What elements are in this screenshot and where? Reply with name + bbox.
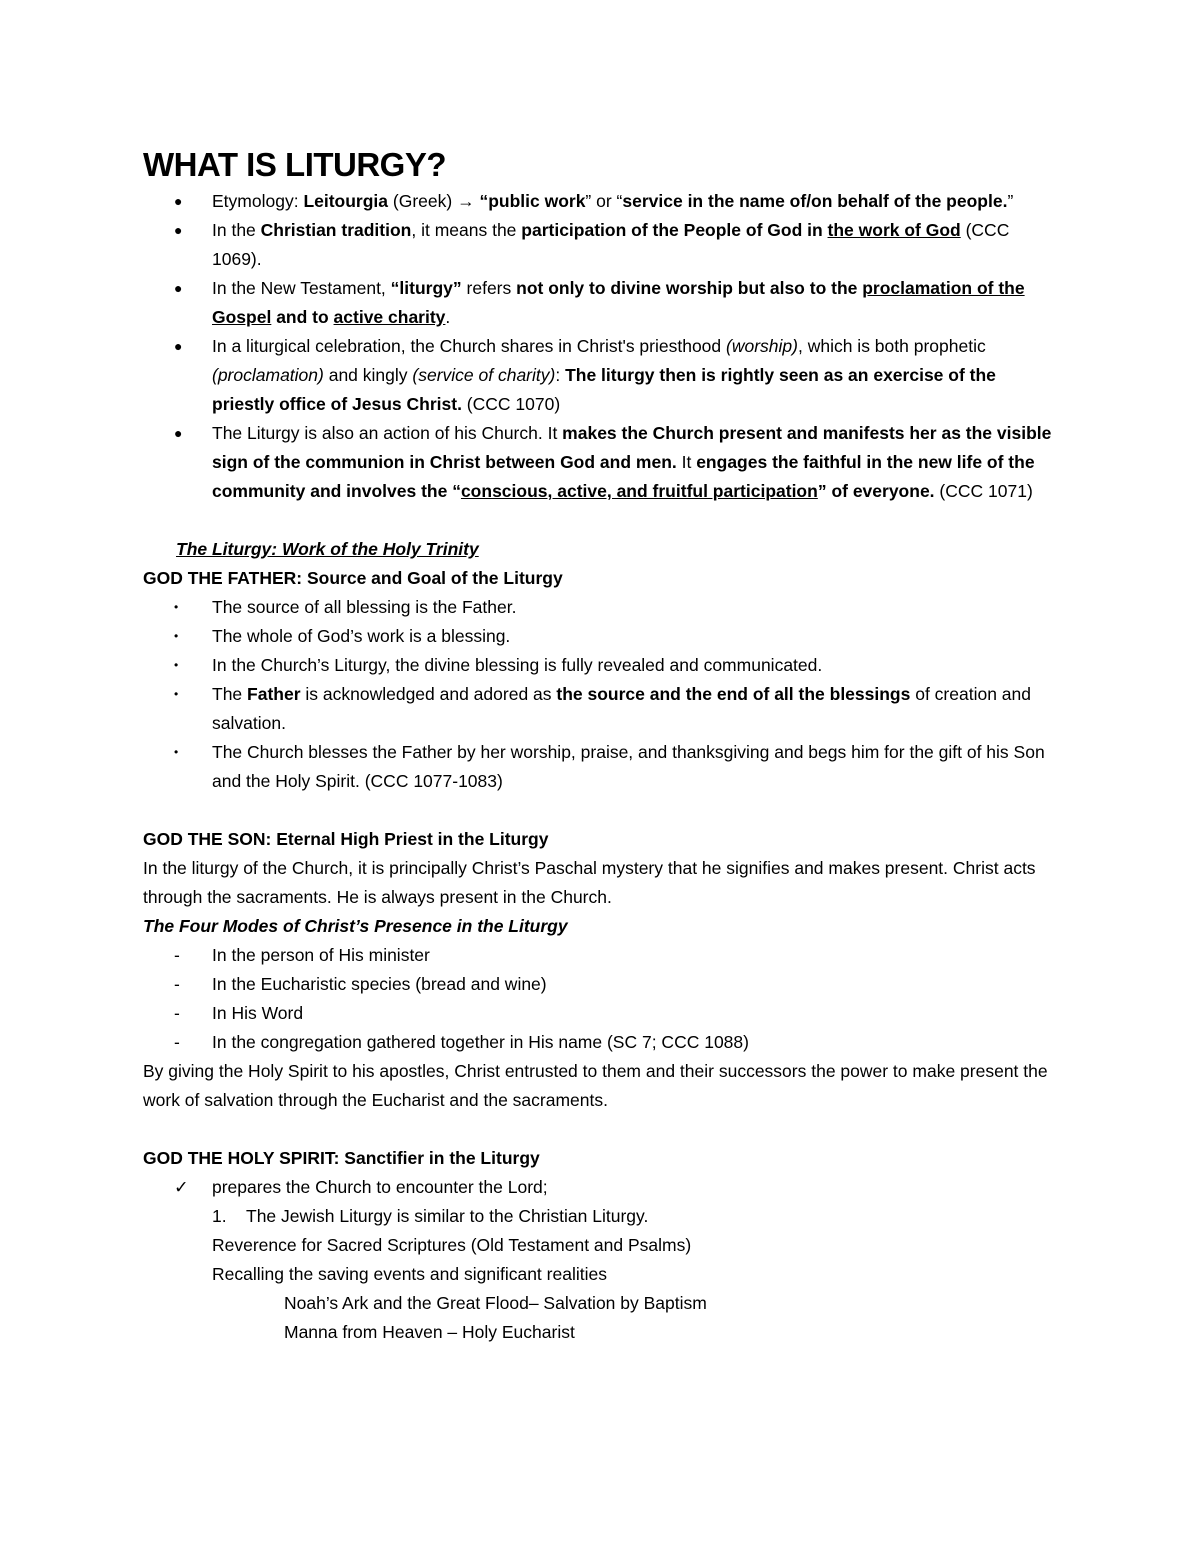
text-run: (CCC 1070)	[461, 394, 561, 414]
text-run: Father	[247, 684, 301, 704]
bullet-icon: •	[174, 600, 179, 614]
text-run: In the Church’s Liturgy, the divine blessing is fully revealed and communicated.	[212, 655, 823, 675]
bullet-icon: ●	[174, 425, 183, 441]
text-run: active charity	[333, 307, 446, 327]
text-run: of creation and salvation.	[212, 684, 1031, 733]
son-closing-paragraph: By giving the Holy Spirit to his apostles, Christ entrusted to them and their successors the power to make present the work of salvation through the Eucharist and the sacraments.	[143, 1061, 1048, 1110]
text-run: (Greek) →	[388, 191, 480, 211]
father-bullet-item	[143, 622, 1063, 651]
intro-bullet-item	[143, 187, 1063, 216]
text-run: (worship)	[726, 336, 798, 356]
number-label: 1.	[212, 1206, 227, 1226]
intro-bullet-item	[143, 274, 1063, 332]
bullet-icon: •	[174, 745, 179, 759]
text-run: The liturgy then is rightly seen as an exercise of the priestly office of Jesus Christ.	[212, 365, 996, 414]
intro-bullet-list	[143, 187, 1063, 506]
father-heading: GOD THE FATHER: Source and Goal of the Liturgy	[143, 568, 563, 588]
bullet-icon: •	[174, 629, 179, 643]
text-run: the work of God	[827, 220, 961, 240]
document-body	[143, 145, 1063, 1347]
text-run: The whole of God’s work is a blessing.	[212, 626, 511, 646]
text-run: and kingly	[323, 365, 413, 385]
text-run: engages the faithful in the new life of the community and involves the “	[212, 452, 1035, 501]
text-run: ”	[1007, 191, 1014, 211]
text-run: “public work	[479, 191, 586, 211]
numbered-item: 1. The Jewish Liturgy is similar to the Christian Liturgy.	[143, 1202, 1063, 1231]
text-run: (CCC 1069).	[212, 220, 1010, 269]
modes-dash-list	[143, 941, 1063, 1057]
intro-bullet-item	[143, 216, 1063, 274]
text-run: Leitourgia	[303, 191, 389, 211]
page-title: WHAT IS LITURGY?	[143, 146, 447, 183]
text-run: It	[676, 452, 697, 472]
spirit-example-line: Manna from Heaven – Holy Eucharist	[284, 1322, 575, 1342]
bullet-icon: •	[174, 658, 179, 672]
text-run: , which is both prophetic	[797, 336, 986, 356]
text-run: , it means the	[411, 220, 522, 240]
bullet-icon: ●	[174, 338, 183, 354]
text-run: The source of all blessing is the Father.	[212, 597, 517, 617]
text-run: ” or “	[585, 191, 623, 211]
text-run: The Church blesses the Father by her worship, praise, and thanksgiving and begs him for the gift of his Son and the Holy Spirit. (CCC 1077-1083)	[212, 742, 1045, 791]
spirit-example-line: Noah’s Ark and the Great Flood– Salvation by Baptism	[284, 1293, 707, 1313]
text-run: .	[445, 307, 451, 327]
dash-marker: -	[174, 945, 180, 965]
text-run: conscious, active, and fruitful participation	[460, 481, 818, 501]
dash-marker: -	[174, 974, 180, 994]
text-run: “liturgy”	[390, 278, 462, 298]
text-run: In the New Testament,	[212, 278, 391, 298]
text-run: (CCC 1071)	[934, 481, 1033, 501]
text-run: In a liturgical celebration, the Church shares in Christ's priesthood	[212, 336, 727, 356]
text-run: ” of everyone.	[817, 481, 935, 501]
text-run: proclamation of the Gospel	[212, 278, 1025, 327]
text-run: not only to divine worship but also to the	[516, 278, 863, 298]
text-run: (service of charity)	[412, 365, 556, 385]
text-run: In the	[212, 220, 261, 240]
bullet-icon: •	[174, 687, 179, 701]
father-bullet-item	[143, 593, 1063, 622]
check-item: ✓ prepares the Church to encounter the Lord;	[143, 1173, 1063, 1202]
dash-marker: -	[174, 1003, 180, 1023]
modes-subheading: The Four Modes of Christ’s Presence in the Liturgy	[143, 916, 568, 936]
bullet-icon: ●	[174, 222, 183, 238]
text-run: and to	[271, 307, 334, 327]
spirit-line: Recalling the saving events and significant realities	[212, 1264, 607, 1284]
son-paragraph: In the liturgy of the Church, it is principally Christ’s Paschal mystery that he signifies and makes present. Christ acts through the sacraments. He is always present in the Church.	[143, 858, 1036, 907]
text-run: The	[212, 684, 248, 704]
bullet-icon: ●	[174, 193, 183, 209]
spirit-check-list	[143, 1173, 1063, 1202]
father-bullet-list	[143, 593, 1063, 796]
mode-item: - In the person of His minister	[143, 941, 1063, 970]
text-run: service in the name of/on behalf of the people.	[622, 191, 1008, 211]
mode-item: - In the congregation gathered together in His name (SC 7; CCC 1088)	[143, 1028, 1063, 1057]
father-bullet-item	[143, 738, 1063, 796]
mode-item: - In the Eucharistic species (bread and wine)	[143, 970, 1063, 999]
text-run: participation of the People of God in	[521, 220, 828, 240]
text-run: the source and the end of all the blessings	[556, 684, 911, 704]
text-run: Etymology:	[212, 191, 304, 211]
intro-bullet-item	[143, 332, 1063, 419]
trinity-subheading: The Liturgy: Work of the Holy Trinity	[176, 539, 479, 559]
text-run: (proclamation)	[212, 365, 324, 385]
father-bullet-item	[143, 651, 1063, 680]
text-run: Christian tradition	[260, 220, 412, 240]
intro-bullet-item	[143, 419, 1063, 506]
spirit-heading: GOD THE HOLY SPIRIT: Sanctifier in the Liturgy	[143, 1148, 540, 1168]
father-bullet-item	[143, 680, 1063, 738]
bullet-icon: ●	[174, 280, 183, 296]
text-run: refers	[461, 278, 517, 298]
text-run: :	[555, 365, 566, 385]
checkmark-icon: ✓	[174, 1177, 189, 1197]
spirit-line: Reverence for Sacred Scriptures (Old Testament and Psalms)	[212, 1235, 692, 1255]
mode-item: - In His Word	[143, 999, 1063, 1028]
dash-marker: -	[174, 1032, 180, 1052]
text-run: The Liturgy is also an action of his Church. It	[212, 423, 563, 443]
text-run: makes the Church present and manifests her as the visible sign of the communion in Christ between God and men.	[212, 423, 1052, 472]
son-heading: GOD THE SON: Eternal High Priest in the Liturgy	[143, 829, 549, 849]
text-run: is acknowledged and adored as	[300, 684, 557, 704]
